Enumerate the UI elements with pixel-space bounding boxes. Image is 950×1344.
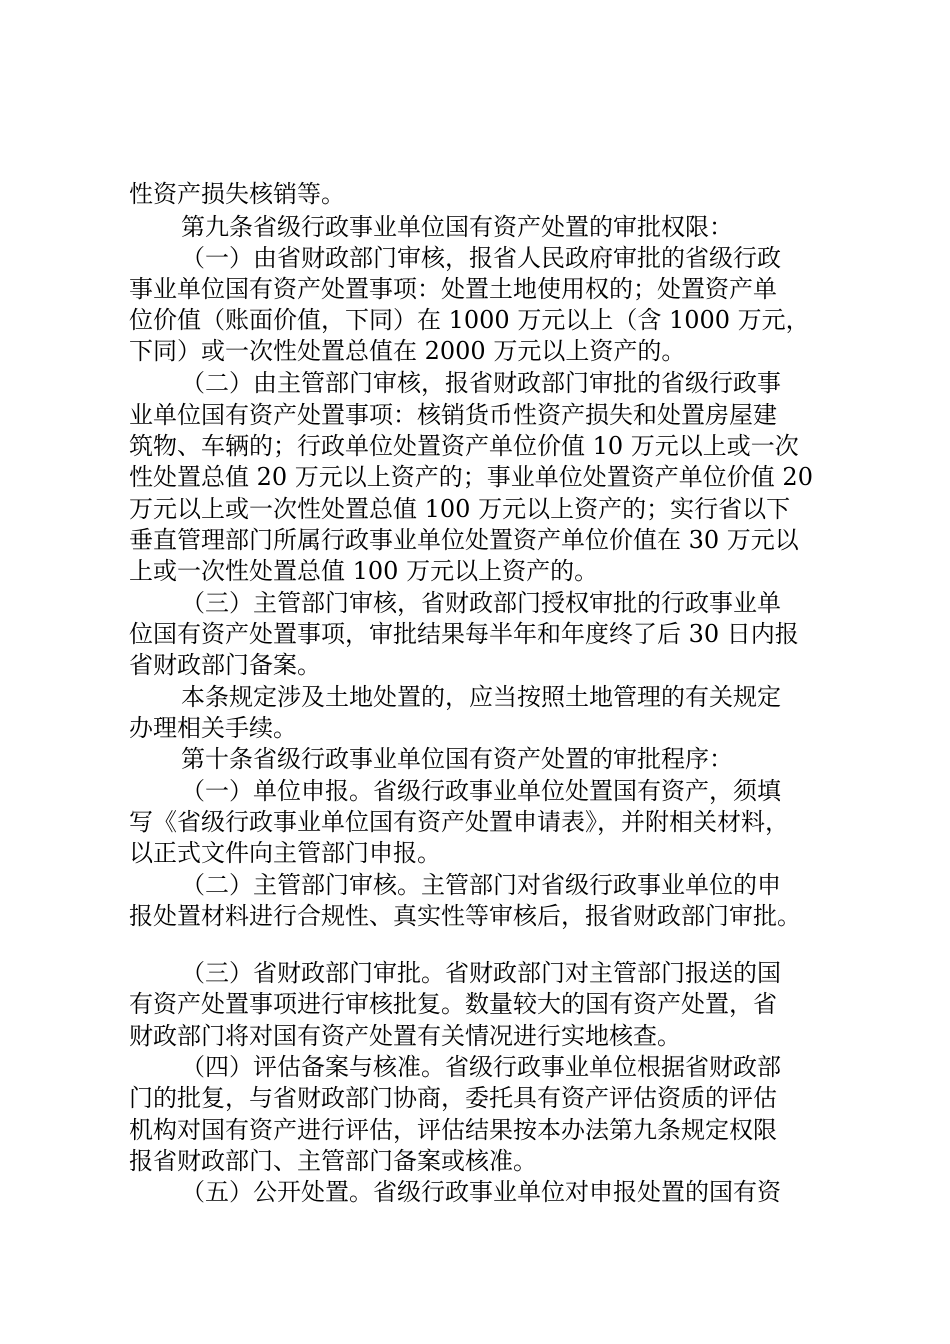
text-line: 万元以上或一次性处置总值 100 万元以上资产的；实行省以下 <box>129 495 791 523</box>
article-heading: 第九条省级行政事业单位国有资产处置的审批权限： <box>181 213 733 241</box>
text-line: 省财政部门备案。 <box>129 651 321 679</box>
text-line: 事业单位国有资产处置事项：处置土地使用权的；处置资产单 <box>129 275 777 303</box>
text-line: 本条规定涉及土地处置的，应当按照土地管理的有关规定 <box>181 683 781 711</box>
text-line: 报处置材料进行合规性、真实性等审核后，报省财政部门审批。 <box>129 902 801 930</box>
text-line: （一）单位申报。省级行政事业单位处置国有资产，须填 <box>181 777 781 805</box>
text-line: 位价值（账面价值，下同）在 1000 万元以上（含 1000 万元， <box>129 306 810 334</box>
text-line: 性资产损失核销等。 <box>129 180 345 208</box>
text-line: 位国有资产处置事项，审批结果每半年和年度终了后 30 日内报 <box>129 620 799 648</box>
text-line: （三）主管部门审核，省财政部门授权审批的行政事业单 <box>181 589 781 617</box>
text-line: 下同）或一次性处置总值在 2000 万元以上资产的。 <box>129 337 686 365</box>
text-line: （一）由省财政部门审核，报省人民政府审批的省级行政 <box>181 244 781 272</box>
text-line: 报省财政部门、主管部门备案或核准。 <box>129 1147 537 1175</box>
text-line: 业单位国有资产处置事项：核销货币性资产损失和处置房屋建 <box>129 401 777 429</box>
text-line: 写《省级行政事业单位国有资产处置申请表》，并附相关材料， <box>129 808 789 836</box>
text-line: （二）由主管部门审核，报省财政部门审批的省级行政事 <box>181 369 781 397</box>
text-line: 财政部门将对国有资产处置有关情况进行实地核查。 <box>129 1022 681 1050</box>
text-line: 性处置总值 20 万元以上资产的；事业单位处置资产单位价值 20 <box>129 463 813 491</box>
text-line: 门的批复，与省财政部门协商，委托具有资产评估资质的评估 <box>129 1084 777 1112</box>
text-line: 垂直管理部门所属行政事业单位处置资产单位价值在 30 万元以 <box>129 526 799 554</box>
text-line: （四）评估备案与核准。省级行政事业单位根据省财政部 <box>181 1053 781 1081</box>
text-line: 筑物、车辆的；行政单位处置资产单位价值 10 万元以上或一次 <box>129 432 799 460</box>
text-line: （五）公开处置。省级行政事业单位对申报处置的国有资 <box>181 1178 781 1206</box>
text-line: 办理相关手续。 <box>129 714 297 742</box>
text-line: 有资产处置事项进行审核批复。数量较大的国有资产处置，省 <box>129 990 777 1018</box>
text-line: （二）主管部门审核。主管部门对省级行政事业单位的申 <box>181 871 781 899</box>
text-line: （三）省财政部门审批。省财政部门对主管部门报送的国 <box>181 959 781 987</box>
text-line: 以正式文件向主管部门申报。 <box>129 839 441 867</box>
text-line: 机构对国有资产进行评估，评估结果按本办法第九条规定权限 <box>129 1116 777 1144</box>
text-line: 上或一次性处置总值 100 万元以上资产的。 <box>129 557 599 585</box>
article-heading: 第十条省级行政事业单位国有资产处置的审批程序： <box>181 745 733 773</box>
